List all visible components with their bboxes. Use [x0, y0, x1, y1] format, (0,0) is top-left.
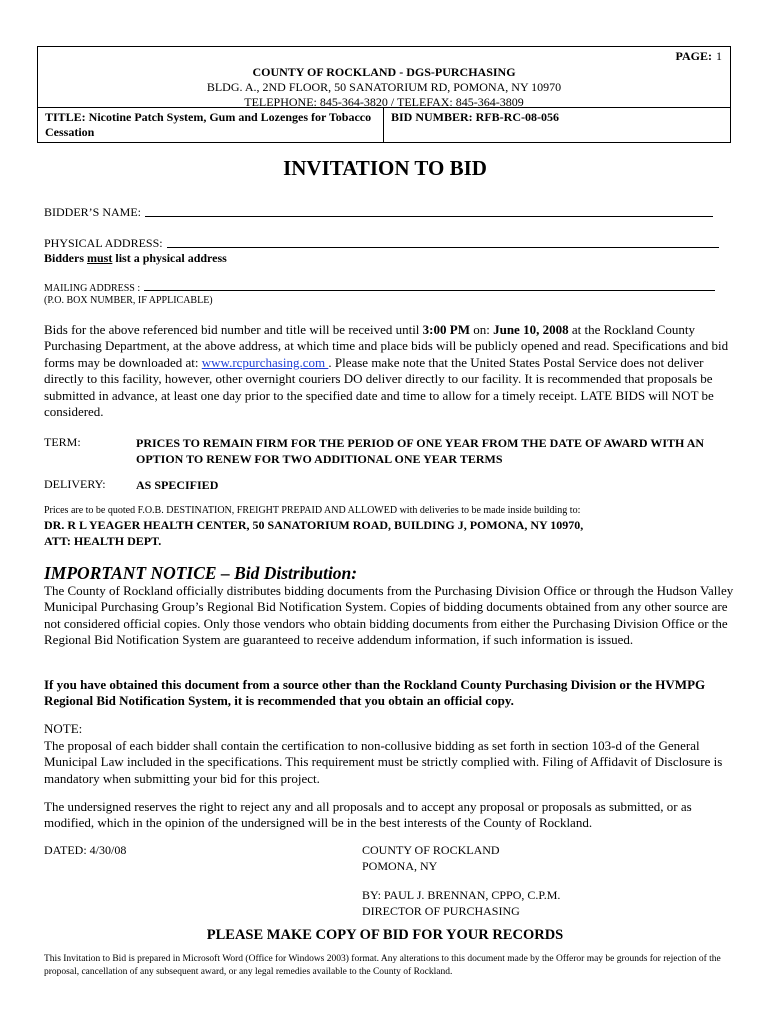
physical-address-blank[interactable] — [167, 246, 719, 248]
org-phone: TELEPHONE: 845-364-3820 / TELEFAX: 845-364-3809 — [244, 95, 524, 109]
bid-number-label: BID NUMBER: — [391, 110, 473, 124]
header-column-divider — [383, 107, 384, 142]
bids-text-1: Bids for the above referenced bid number and title will be received until — [44, 322, 423, 337]
physical-note-pre: Bidders — [44, 251, 88, 265]
bids-time: 3:00 PM — [422, 322, 470, 337]
org-address: BLDG. A., 2ND FLOOR, 50 SANATORIUM RD, POMONA, NY 10970 — [206, 80, 562, 94]
mailing-address-field — [44, 283, 715, 294]
bid-number-value: RFB-RC-08-056 — [475, 110, 559, 124]
header-divider — [38, 107, 730, 108]
bids-text-4: . Please make note that the United States Postal Service does not deliver directly to this facility, however, other overnight couriers DO deliver directly to our facility. It is recommended that proposals be submitted in advance, at least one day prior to the specified date and time to allow for a timely receipt. LATE BIDS will NOT be considered. — [44, 354, 714, 420]
page-title: INVITATION TO BID — [283, 156, 487, 180]
org-name: COUNTY OF ROCKLAND - DGS-PURCHASING — [252, 65, 516, 79]
physical-address-field — [44, 236, 719, 251]
page-number: 1 — [716, 49, 722, 63]
delivery-label: DELIVERY: — [44, 477, 106, 491]
signature-county: COUNTY OF ROCKLAND — [362, 843, 500, 857]
mailing-address-blank[interactable] — [144, 289, 715, 291]
bids-paragraph — [44, 322, 734, 420]
header-box — [37, 46, 731, 143]
notice-body: The County of Rockland officially distributes bidding documents from the Purchasing Division Office or through the Hudson Valley Municipal Purchasing Group’s Regional Bid Notification System. Copies of bidding documents obtained from any other source are not considered official copies. Only those vendors who obtain bidding documents from either the Purchasing Division Office or the Regional Bid Notification System are guaranteed to receive addendum information, if such information is issued. — [44, 583, 734, 648]
signature-role: DIRECTOR OF PURCHASING — [362, 903, 520, 918]
prices-note: Prices are to be quoted F.O.B. DESTINATION, FREIGHT PREPAID AND ALLOWED with deliveries to be made inside building to: — [44, 505, 581, 516]
reserve-paragraph: The undersigned reserves the right to reject any and all proposals and to accept any proposal or proposals as submitted, or as modified, which in the opinion of the undersigned will be in the best interests of the County of Rockland. — [44, 799, 692, 831]
signature-by: BY: PAUL J. BRENNAN, CPPO, C.P.M. — [362, 888, 561, 902]
footer-note: This Invitation to Bid is prepared in Microsoft Word (Office for Windows 2003) format. Any alterations to this document made by the Offeror may be grounds for rejection of the proposal, cancellation of any subsequent award, or any legal remedies available to the County of Rockland. — [44, 954, 721, 977]
term-label: TERM: — [44, 435, 81, 449]
physical-address-label: PHYSICAL ADDRESS: — [44, 236, 163, 250]
note-body: The proposal of each bidder shall contain the certification to non-collusive bidding as set forth in section 103-d of the General Municipal Law included in the specifications. This requirement must be strictly complied with. Filing of Affidavit of Disclosure is mandatory when submitting your bid for this project. — [44, 738, 723, 786]
physical-note-must: must — [87, 251, 113, 265]
bidders-name-field — [44, 205, 713, 220]
physical-address-note — [44, 251, 227, 266]
signature-city: POMONA, NY — [362, 858, 438, 873]
page-label: PAGE: — [675, 49, 712, 63]
rcpurchasing-link[interactable]: www.rcpurchasing.com — [201, 354, 329, 370]
delivery-value: AS SPECIFIED — [136, 478, 219, 492]
bidders-name-label: BIDDER’S NAME: — [44, 205, 142, 219]
mailing-address-note: (P.O. BOX NUMBER, IF APPLICABLE) — [44, 295, 213, 306]
dated: DATED: 4/30/08 — [44, 843, 127, 857]
bid-title: TITLE: Nicotine Patch System, Gum and Lozenges for Tobacco Cessation — [45, 110, 372, 139]
physical-note-post: list a physical address — [112, 251, 227, 265]
bidders-name-blank[interactable] — [145, 215, 713, 217]
delivery-address-line2: ATT: HEALTH DEPT. — [44, 534, 162, 548]
bids-text-2: on: — [469, 322, 494, 337]
signature-block — [362, 843, 560, 919]
notice-bold-paragraph: If you have obtained this document from a source other than the Rockland County Purchasing Division or the HVMPG Regional Bid Notification System, it is recommended that you obtain an official copy. — [44, 677, 706, 709]
note-label: NOTE: — [44, 721, 83, 736]
bids-date: June 10, 2008 — [493, 322, 569, 337]
bid-number-field — [391, 110, 559, 125]
footer-heading: PLEASE MAKE COPY OF BID FOR YOUR RECORDS — [206, 927, 564, 943]
page-indicator — [676, 49, 722, 64]
delivery-address-line1: DR. R L YEAGER HEALTH CENTER, 50 SANATORIUM ROAD, BUILDING J, POMONA, NY 10970, — [44, 518, 584, 532]
bids-text-3: at the Rockland County Purchasing Department, at the above address, at which time and place bids will be publicly opened and read. Specifications and bid forms may be downloaded at: — [44, 322, 729, 370]
term-value: PRICES TO REMAIN FIRM FOR THE PERIOD OF ONE YEAR FROM THE DATE OF AWARD WITH AN OPTION TO RENEW FOR TWO ADDITIONAL ONE YEAR TERMS — [136, 436, 705, 466]
notice-title: IMPORTANT NOTICE – Bid Distribution: — [44, 563, 358, 583]
mailing-address-label: MAILING ADDRESS : — [44, 283, 141, 294]
